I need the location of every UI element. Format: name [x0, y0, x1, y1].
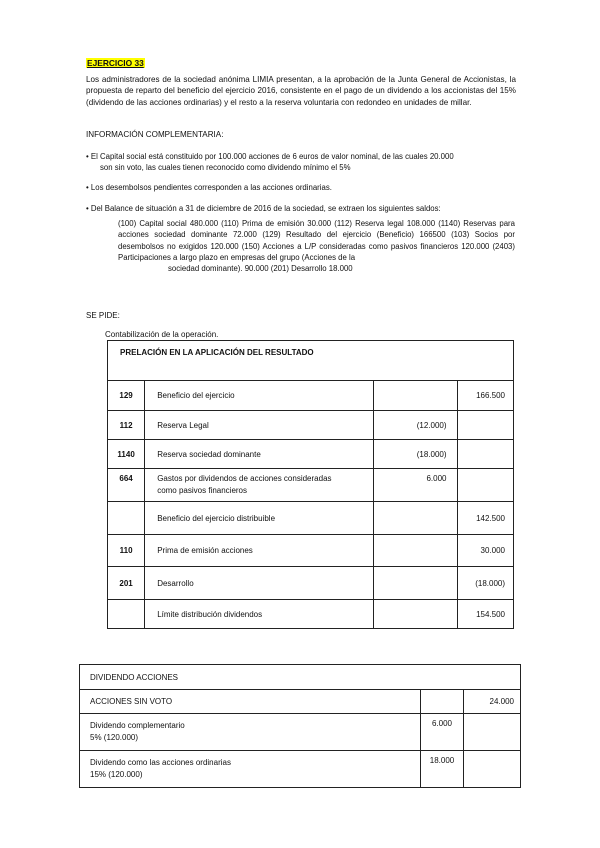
- bullet-desembolsos: • Los desembolsos pendientes corresponden a las acciones ordinarias.: [86, 183, 332, 192]
- table-row: [108, 469, 514, 502]
- row-desc: [80, 714, 421, 751]
- table-row: [80, 714, 521, 751]
- table-row: [108, 535, 514, 567]
- balances-block: [118, 218, 515, 274]
- account-desc: Beneficio del ejercicio: [145, 381, 373, 411]
- se-pide-heading: SE PIDE:: [86, 311, 120, 320]
- account-code: 664: [108, 469, 145, 502]
- account-code: [108, 600, 145, 629]
- account-desc: Reserva Legal: [145, 411, 373, 440]
- balances-text: (100) Capital social 480.000 (110) Prima de emisión 30.000 (112) Reserva legal 108.000 (1140) Reservas para acciones sociedad dominante 72.000 (129) Resultado del ejercicio (Beneficio) 166500 (103) Socios por desembolsos no exigidos 120.000 (150) Acciones a L/P consideradas como pasivos financieros 120.000 (2403) Participaciones a largo plazo en empresas del grupo (Acciones de la: [118, 219, 515, 262]
- table-row: [80, 690, 521, 714]
- amount-col1: 6.000: [373, 469, 457, 502]
- amount-col2: [457, 469, 514, 502]
- table-row: [108, 411, 514, 440]
- amount-col2: 142.500: [457, 502, 514, 535]
- bullet-balance: • Del Balance de situación a 31 de diciembre de 2016 de la sociedad, se extraen los siguientes saldos:: [86, 204, 441, 213]
- table-header: DIVIDENDO ACCIONES: [80, 665, 521, 690]
- table-row: [108, 440, 514, 469]
- table-row: [108, 381, 514, 411]
- intro-paragraph: Los administradores de la sociedad anónima LIMIA presentan, a la aprobación de la Junta General de Accionistas, la propuesta de reparto del beneficio del ejercicio 2016, consistente en el pago de un dividendo a los accionistas del 15% (dividendo de las acciones ordinarias) y el resto a la reserva voluntaria con redondeo en unidades de millar.: [86, 75, 516, 107]
- info-heading: INFORMACIÓN COMPLEMENTARIA:: [86, 130, 224, 139]
- row-desc-main: Dividendo como las acciones ordinarias: [90, 758, 231, 767]
- prelacion-table: [107, 340, 514, 629]
- table-header-row: [80, 665, 521, 690]
- account-code: 201: [108, 567, 145, 600]
- account-code: 129: [108, 381, 145, 411]
- amount-col1: 6.000: [421, 714, 464, 751]
- account-desc: Beneficio del ejercicio distribuible: [145, 502, 373, 535]
- amount-col2: 24.000: [464, 690, 521, 714]
- account-desc: Desarrollo: [145, 567, 373, 600]
- amount-col2: 166.500: [457, 381, 514, 411]
- account-desc: Gastos por dividendos de acciones consideradas como pasivos financieros: [145, 469, 373, 502]
- account-desc: Prima de emisión acciones: [145, 535, 373, 567]
- amount-col2: [457, 411, 514, 440]
- table-row: [108, 502, 514, 535]
- account-code: 110: [108, 535, 145, 567]
- amount-col2: 30.000: [457, 535, 514, 567]
- amount-col1: [373, 381, 457, 411]
- account-desc: Límite distribución dividendos: [145, 600, 373, 629]
- table-row: [108, 567, 514, 600]
- amount-col1: 18.000: [421, 751, 464, 788]
- bullet-text-cont: son sin voto, las cuales tienen reconocido como dividendo mínimo el 5%: [100, 163, 351, 172]
- amount-col1: (18.000): [373, 440, 457, 469]
- account-code: 112: [108, 411, 145, 440]
- amount-col2: [464, 751, 521, 788]
- amount-col1: (12.000): [373, 411, 457, 440]
- dividendo-table: [79, 664, 521, 788]
- table-header-row: [108, 341, 514, 381]
- amount-col2: (18.000): [457, 567, 514, 600]
- row-desc: ACCIONES SIN VOTO: [80, 690, 421, 714]
- account-desc: Reserva sociedad dominante: [145, 440, 373, 469]
- account-code: [108, 502, 145, 535]
- row-desc-sub: 15% (120.000): [90, 770, 143, 779]
- row-desc-main: Dividendo complementario: [90, 721, 185, 730]
- row-desc-sub: 5% (120.000): [90, 733, 139, 742]
- bullet-text: • El Capital social está constituido por 100.000 acciones de 6 euros de valor nominal, de las cuales 20.000: [86, 152, 454, 161]
- amount-col2: 154.500: [457, 600, 514, 629]
- amount-col1: [421, 690, 464, 714]
- amount-col2: [457, 440, 514, 469]
- task-contabilizacion: Contabilización de la operación.: [105, 330, 219, 339]
- row-desc: [80, 751, 421, 788]
- exercise-title: EJERCICIO 33: [87, 58, 144, 68]
- balances-text-last: sociedad dominante). 90.000 (201) Desarrollo 18.000: [168, 264, 353, 274]
- amount-col1: [373, 502, 457, 535]
- amount-col1: [373, 567, 457, 600]
- amount-col2: [464, 714, 521, 751]
- bullet-capital: [86, 151, 521, 173]
- amount-col1: [373, 600, 457, 629]
- table-header: PRELACIÓN EN LA APLICACIÓN DEL RESULTADO: [108, 341, 514, 381]
- amount-col1: [373, 535, 457, 567]
- table-row: [108, 600, 514, 629]
- account-code: 1140: [108, 440, 145, 469]
- table-row: [80, 751, 521, 788]
